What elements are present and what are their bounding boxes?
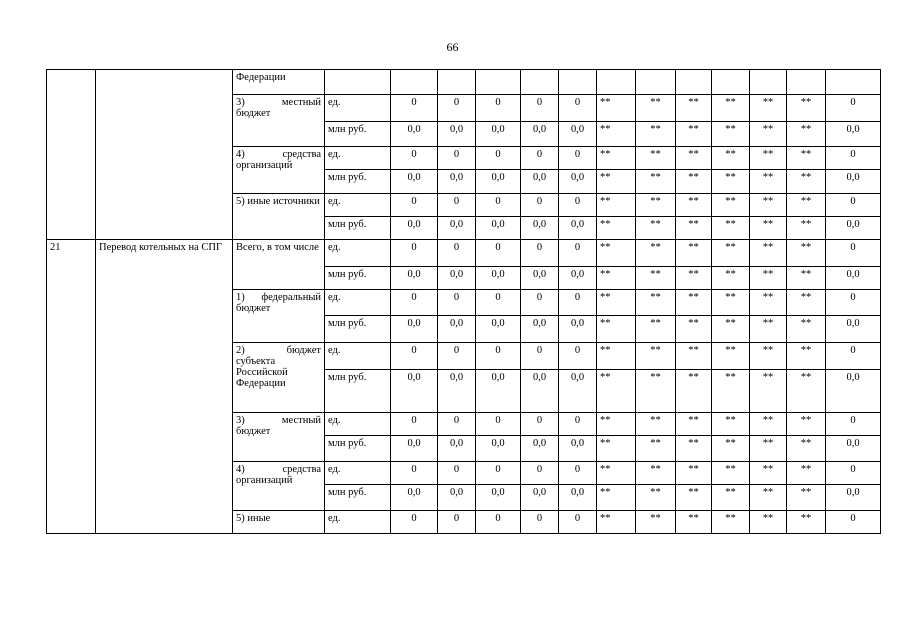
value-cell: 0 — [521, 194, 559, 217]
unit-cell: ед. — [325, 147, 391, 170]
value-cell: 0 — [391, 290, 438, 316]
stars-cell: ** — [787, 95, 826, 122]
stars-cell: ** — [750, 462, 787, 485]
value-cell: 0,0 — [826, 170, 881, 194]
stars-cell: ** — [597, 343, 636, 370]
value-cell: 0,0 — [559, 370, 597, 413]
value-cell: 0 — [438, 413, 476, 436]
value-cell: 0 — [559, 462, 597, 485]
unit-cell: млн руб. — [325, 436, 391, 462]
stars-cell: ** — [750, 436, 787, 462]
stars-cell: ** — [597, 240, 636, 267]
value-cell: 0 — [826, 462, 881, 485]
stars-cell: ** — [636, 240, 676, 267]
stars-cell: ** — [712, 170, 750, 194]
value-cell: 0 — [476, 95, 521, 122]
stars-cell: ** — [597, 511, 636, 534]
stars-cell: ** — [636, 170, 676, 194]
table-row — [47, 240, 881, 267]
value-cell: 0 — [521, 290, 559, 316]
stars-cell: ** — [676, 95, 712, 122]
value-cell: 0 — [476, 290, 521, 316]
value-cell: 0 — [826, 95, 881, 122]
value-cell: 0 — [391, 413, 438, 436]
value-cell: 0,0 — [826, 316, 881, 343]
stars-cell: ** — [597, 485, 636, 511]
value-cell: 0,0 — [391, 316, 438, 343]
value-cell: 0 — [438, 147, 476, 170]
value-cell: 0 — [391, 194, 438, 217]
stars-cell: ** — [712, 240, 750, 267]
stars-cell: ** — [750, 343, 787, 370]
table-row — [47, 70, 881, 95]
value-cell: 0,0 — [476, 485, 521, 511]
stars-cell: ** — [636, 370, 676, 413]
program-table — [46, 69, 881, 534]
stars-cell: ** — [676, 316, 712, 343]
value-cell: 0,0 — [476, 267, 521, 290]
stars-cell: ** — [597, 194, 636, 217]
stars-cell: ** — [636, 316, 676, 343]
empty-cell — [559, 70, 597, 95]
value-cell: 0,0 — [391, 217, 438, 240]
value-cell: 0 — [438, 240, 476, 267]
value-cell: 0 — [559, 194, 597, 217]
unit-cell: ед. — [325, 511, 391, 534]
value-cell: 0 — [826, 194, 881, 217]
stars-cell: ** — [636, 147, 676, 170]
item-number-cell: 21 — [47, 240, 96, 534]
value-cell: 0,0 — [559, 436, 597, 462]
stars-cell: ** — [712, 290, 750, 316]
stars-cell: ** — [787, 343, 826, 370]
stars-cell: ** — [712, 413, 750, 436]
value-cell: 0,0 — [438, 436, 476, 462]
stars-cell: ** — [712, 147, 750, 170]
stars-cell: ** — [597, 267, 636, 290]
stars-cell: ** — [636, 217, 676, 240]
stars-cell: ** — [712, 370, 750, 413]
unit-cell: ед. — [325, 290, 391, 316]
stars-cell: ** — [787, 170, 826, 194]
stars-cell: ** — [712, 267, 750, 290]
value-cell: 0 — [521, 413, 559, 436]
empty-cell — [597, 70, 636, 95]
empty-cell — [325, 70, 391, 95]
value-cell: 0,0 — [559, 316, 597, 343]
stars-cell: ** — [787, 370, 826, 413]
stars-cell: ** — [750, 147, 787, 170]
stars-cell: ** — [750, 316, 787, 343]
value-cell: 0 — [826, 413, 881, 436]
value-cell: 0 — [438, 511, 476, 534]
unit-cell: ед. — [325, 413, 391, 436]
stars-cell: ** — [787, 147, 826, 170]
value-cell: 0,0 — [391, 122, 438, 147]
item-name-cell: Перевод котельных на СПГ — [96, 240, 233, 534]
empty-cell — [787, 70, 826, 95]
value-cell: 0 — [559, 511, 597, 534]
stars-cell: ** — [636, 462, 676, 485]
value-cell: 0 — [521, 240, 559, 267]
stars-cell: ** — [676, 147, 712, 170]
funding-source-cell: 4) средства организаций — [233, 147, 325, 194]
stars-cell: ** — [636, 413, 676, 436]
item-number-cell — [47, 70, 96, 240]
unit-cell: ед. — [325, 462, 391, 485]
stars-cell: ** — [597, 316, 636, 343]
value-cell: 0,0 — [391, 485, 438, 511]
value-cell: 0 — [826, 343, 881, 370]
value-cell: 0 — [391, 511, 438, 534]
stars-cell: ** — [597, 95, 636, 122]
value-cell: 0 — [559, 290, 597, 316]
stars-cell: ** — [676, 170, 712, 194]
value-cell: 0 — [391, 95, 438, 122]
unit-cell: млн руб. — [325, 267, 391, 290]
stars-cell: ** — [712, 122, 750, 147]
value-cell: 0 — [826, 511, 881, 534]
stars-cell: ** — [750, 267, 787, 290]
value-cell: 0 — [438, 343, 476, 370]
stars-cell: ** — [712, 194, 750, 217]
value-cell: 0,0 — [391, 436, 438, 462]
value-cell: 0 — [559, 240, 597, 267]
stars-cell: ** — [750, 485, 787, 511]
unit-cell: млн руб. — [325, 316, 391, 343]
stars-cell: ** — [750, 511, 787, 534]
value-cell: 0 — [521, 462, 559, 485]
stars-cell: ** — [676, 436, 712, 462]
stars-cell: ** — [787, 217, 826, 240]
stars-cell: ** — [712, 316, 750, 343]
value-cell: 0,0 — [476, 316, 521, 343]
funding-source-cell: 3) местный бюджет — [233, 413, 325, 462]
value-cell: 0 — [438, 290, 476, 316]
value-cell: 0 — [559, 95, 597, 122]
stars-cell: ** — [787, 316, 826, 343]
value-cell: 0,0 — [521, 370, 559, 413]
stars-cell: ** — [676, 267, 712, 290]
stars-cell: ** — [676, 462, 712, 485]
funding-source-cell: 4) средства организаций — [233, 462, 325, 511]
value-cell: 0,0 — [438, 122, 476, 147]
value-cell: 0,0 — [559, 122, 597, 147]
stars-cell: ** — [750, 370, 787, 413]
value-cell: 0,0 — [391, 370, 438, 413]
stars-cell: ** — [712, 217, 750, 240]
value-cell: 0,0 — [391, 267, 438, 290]
value-cell: 0 — [559, 343, 597, 370]
stars-cell: ** — [750, 170, 787, 194]
item-name-cell — [96, 70, 233, 240]
value-cell: 0,0 — [826, 370, 881, 413]
unit-cell: млн руб. — [325, 485, 391, 511]
value-cell: 0,0 — [476, 436, 521, 462]
stars-cell: ** — [712, 511, 750, 534]
value-cell: 0,0 — [521, 267, 559, 290]
value-cell: 0,0 — [826, 485, 881, 511]
value-cell: 0 — [391, 343, 438, 370]
funding-source-cell: 5) иные — [233, 511, 325, 534]
stars-cell: ** — [636, 95, 676, 122]
value-cell: 0 — [391, 147, 438, 170]
value-cell: 0 — [521, 147, 559, 170]
page-number: 66 — [446, 40, 459, 54]
stars-cell: ** — [750, 194, 787, 217]
stars-cell: ** — [597, 436, 636, 462]
value-cell: 0 — [559, 147, 597, 170]
empty-cell — [521, 70, 559, 95]
value-cell: 0 — [521, 95, 559, 122]
stars-cell: ** — [787, 122, 826, 147]
value-cell: 0 — [476, 462, 521, 485]
empty-cell — [826, 70, 881, 95]
value-cell: 0 — [476, 511, 521, 534]
stars-cell: ** — [787, 436, 826, 462]
value-cell: 0,0 — [826, 122, 881, 147]
stars-cell: ** — [676, 413, 712, 436]
stars-cell: ** — [712, 462, 750, 485]
value-cell: 0 — [559, 413, 597, 436]
stars-cell: ** — [787, 413, 826, 436]
stars-cell: ** — [712, 485, 750, 511]
value-cell: 0,0 — [521, 170, 559, 194]
stars-cell: ** — [676, 370, 712, 413]
funding-source-cell: 2) бюджет субъекта Российской Федерации — [233, 343, 325, 413]
funding-source-cell: 5) иные источники — [233, 194, 325, 240]
stars-cell: ** — [636, 290, 676, 316]
stars-cell: ** — [676, 240, 712, 267]
stars-cell: ** — [787, 267, 826, 290]
stars-cell: ** — [750, 95, 787, 122]
value-cell: 0,0 — [826, 217, 881, 240]
stars-cell: ** — [787, 462, 826, 485]
value-cell: 0 — [826, 290, 881, 316]
stars-cell: ** — [676, 343, 712, 370]
value-cell: 0,0 — [476, 170, 521, 194]
stars-cell: ** — [636, 343, 676, 370]
stars-cell: ** — [787, 194, 826, 217]
value-cell: 0 — [476, 147, 521, 170]
stars-cell: ** — [636, 194, 676, 217]
stars-cell: ** — [750, 413, 787, 436]
stars-cell: ** — [712, 343, 750, 370]
value-cell: 0 — [521, 343, 559, 370]
stars-cell: ** — [712, 95, 750, 122]
stars-cell: ** — [787, 485, 826, 511]
unit-cell: млн руб. — [325, 170, 391, 194]
stars-cell: ** — [676, 485, 712, 511]
stars-cell: ** — [597, 290, 636, 316]
stars-cell: ** — [712, 436, 750, 462]
funding-source-cell: Федерации — [233, 70, 325, 95]
value-cell: 0,0 — [476, 122, 521, 147]
stars-cell: ** — [750, 217, 787, 240]
stars-cell: ** — [750, 290, 787, 316]
empty-cell — [750, 70, 787, 95]
value-cell: 0,0 — [438, 370, 476, 413]
stars-cell: ** — [787, 240, 826, 267]
stars-cell: ** — [676, 217, 712, 240]
value-cell: 0 — [391, 462, 438, 485]
value-cell: 0 — [476, 240, 521, 267]
stars-cell: ** — [597, 462, 636, 485]
value-cell: 0,0 — [438, 316, 476, 343]
value-cell: 0,0 — [521, 122, 559, 147]
empty-cell — [391, 70, 438, 95]
value-cell: 0,0 — [559, 267, 597, 290]
value-cell: 0,0 — [438, 485, 476, 511]
value-cell: 0,0 — [826, 267, 881, 290]
stars-cell: ** — [676, 290, 712, 316]
value-cell: 0 — [438, 194, 476, 217]
funding-source-cell: 3) местный бюджет — [233, 95, 325, 147]
stars-cell: ** — [636, 267, 676, 290]
stars-cell: ** — [636, 436, 676, 462]
stars-cell: ** — [676, 122, 712, 147]
stars-cell: ** — [597, 170, 636, 194]
funding-source-cell: Всего, в том числе — [233, 240, 325, 290]
stars-cell: ** — [636, 485, 676, 511]
value-cell: 0,0 — [438, 267, 476, 290]
value-cell: 0,0 — [476, 217, 521, 240]
value-cell: 0 — [476, 413, 521, 436]
stars-cell: ** — [597, 147, 636, 170]
unit-cell: ед. — [325, 240, 391, 267]
value-cell: 0,0 — [438, 217, 476, 240]
unit-cell: ед. — [325, 95, 391, 122]
value-cell: 0,0 — [476, 370, 521, 413]
stars-cell: ** — [597, 122, 636, 147]
value-cell: 0,0 — [826, 436, 881, 462]
stars-cell: ** — [636, 511, 676, 534]
unit-cell: ед. — [325, 194, 391, 217]
table-body — [47, 70, 881, 534]
unit-cell: млн руб. — [325, 217, 391, 240]
value-cell: 0 — [826, 147, 881, 170]
stars-cell: ** — [750, 122, 787, 147]
empty-cell — [676, 70, 712, 95]
value-cell: 0,0 — [559, 217, 597, 240]
unit-cell: млн руб. — [325, 370, 391, 413]
empty-cell — [438, 70, 476, 95]
value-cell: 0,0 — [391, 170, 438, 194]
value-cell: 0,0 — [559, 485, 597, 511]
value-cell: 0 — [438, 95, 476, 122]
empty-cell — [636, 70, 676, 95]
unit-cell: млн руб. — [325, 122, 391, 147]
funding-source-cell: 1) федеральный бюджет — [233, 290, 325, 343]
value-cell: 0 — [438, 462, 476, 485]
stars-cell: ** — [597, 413, 636, 436]
value-cell: 0,0 — [521, 436, 559, 462]
value-cell: 0,0 — [559, 170, 597, 194]
stars-cell: ** — [636, 122, 676, 147]
value-cell: 0 — [826, 240, 881, 267]
value-cell: 0,0 — [521, 217, 559, 240]
stars-cell: ** — [676, 194, 712, 217]
stars-cell: ** — [597, 217, 636, 240]
stars-cell: ** — [676, 511, 712, 534]
empty-cell — [476, 70, 521, 95]
value-cell: 0 — [476, 194, 521, 217]
stars-cell: ** — [787, 511, 826, 534]
value-cell: 0 — [391, 240, 438, 267]
empty-cell — [712, 70, 750, 95]
stars-cell: ** — [750, 240, 787, 267]
value-cell: 0 — [476, 343, 521, 370]
stars-cell: ** — [787, 290, 826, 316]
value-cell: 0,0 — [438, 170, 476, 194]
unit-cell: ед. — [325, 343, 391, 370]
value-cell: 0,0 — [521, 316, 559, 343]
stars-cell: ** — [597, 370, 636, 413]
value-cell: 0,0 — [521, 485, 559, 511]
value-cell: 0 — [521, 511, 559, 534]
